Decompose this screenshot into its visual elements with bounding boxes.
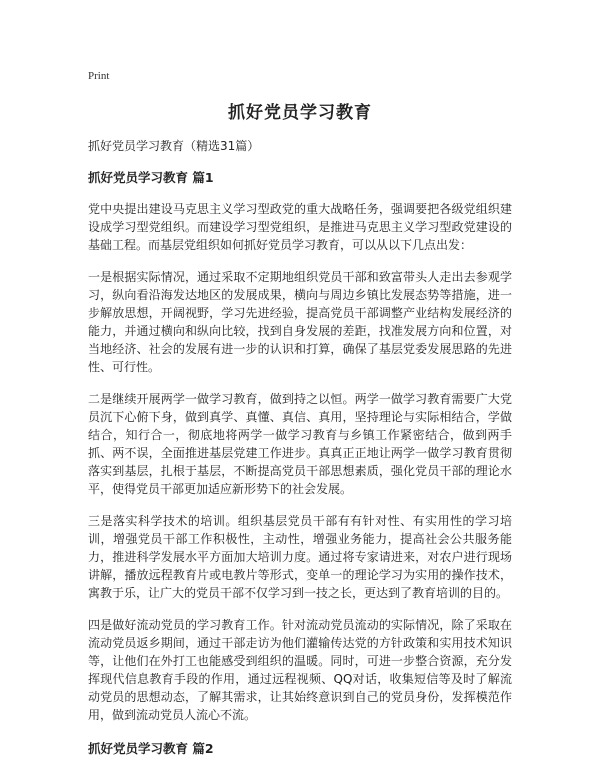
paragraph-point-3: 三是落实科学技术的培训。组织基层党员干部有有针对性、有实用性的学习培训，增强党员干部工作积极性，主动性，增强业务能力，提高社会公共服务能力，推进科学发展水平方面加大培训力度。通过将专家请进来，对农户进行现场讲解，播放远程教育片或电教片等形式，变单一的理论学习为实用的操作技术，寓教于乐，让广大的党员干部不仅学习到一技之长，更达到了教育培训的目的。 (88, 514, 512, 600)
paragraph-point-4: 四是做好流动党员的学习教育工作。针对流动党员流动的实际情况，除了采取在流动党员返乡期间，通过干部走访为他们灌输传达党的方针政策和实用技术知识等，让他们在外打工也能感受到组织的温暖。同时，可进一步整合资源，充分发挥现代信息教育手段的作用，通过远程视频、QQ对话，收集短信等及时了解流动党员的思想动态，了解其需求，让其始终意识到自己的党员身份，发挥模范作用，做到流动党员人流心不流。 (88, 618, 512, 722)
paragraph-point-2: 二是继续开展两学一做学习教育，做到持之以恒。两学一做学习教育需要广大党员沉下心俯下身，做到真学、真懂、真信、真用，坚持理论与实际相结合，学做结合，知行合一，彻底地将两学一做学习教育与乡镇工作紧密结合，做到两手抓、两不误，全面推进基层党建工作进步。真真正正地让两学一做学习教育贯彻落实到基层，扎根于基层，不断提高党员干部思想素质，强化党员干部的理论水平，使得党员干部更加适应新形势下的社会发展。 (88, 392, 512, 496)
page-title: 抓好党员学习教育 (228, 103, 372, 123)
paragraph-point-1: 一是根据实际情况，通过采取不定期地组织党员干部和致富带头人走出去参观学习，纵向看沿海发达地区的发展成果，横向与周边乡镇比发展态势等措施，进一步解放思想，开阔视野，学习先进经验，提高党员干部调整产业结构发展经济的能力，并通过横向和纵向比较，找到自身发展的差距，找准发展方向和位置，对当地经济、社会的发展有进一步的认识和打算，确保了基层党委发展思路的先进性、可行性。 (88, 270, 512, 374)
document-subtitle: 抓好党员学习教育（精选31篇） (88, 139, 260, 153)
section-heading-1: 抓好党员学习教育 篇1 (88, 170, 214, 185)
print-link[interactable]: Print (88, 70, 110, 82)
section-heading-2: 抓好党员学习教育 篇2 (88, 741, 214, 756)
paragraph-intro: 党中央提出建设马克思主义学习型政党的重大战略任务，强调要把各级党组织建设成学习型党组织。而建设学习型党组织，是推进马克思主义学习型政党建设的基础工程。而基层党组织如何抓好党员学习教育，可以从以下几点出发： (88, 202, 512, 252)
